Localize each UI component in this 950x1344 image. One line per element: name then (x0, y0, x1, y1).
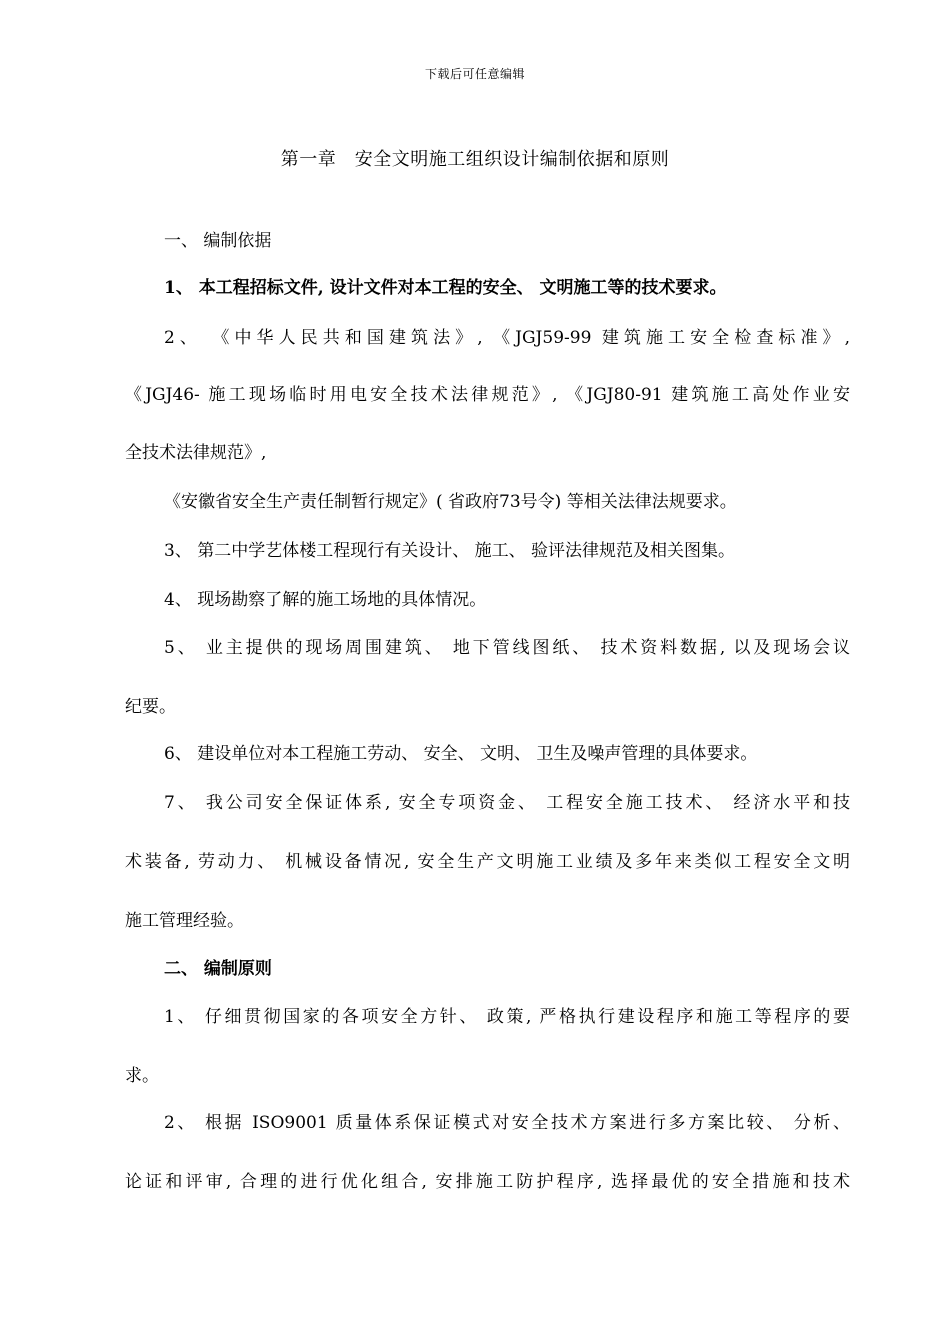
principle-item-1-line-2: 求。 (125, 1066, 159, 1086)
principle-item-1: 1、 仔细贯彻国家的各项安全方针、 政策, 严格执行建设程序和施工等程序的要 (164, 1007, 850, 1027)
basis-item-6: 6、 建设单位对本工程施工劳动、 安全、 文明、 卫生及噪声管理的具体要求。 (164, 744, 758, 764)
basis-item-2: 2、 《中华人民共和国建筑法》, 《JGJ59-99 建筑施工安全检查标准》, (164, 328, 850, 348)
basis-item-5: 5、 业主提供的现场周围建筑、 地下管线图纸、 技术资料数据, 以及现场会议 (164, 638, 850, 658)
basis-item-4: 4、 现场勘察了解的施工场地的具体情况。 (164, 590, 487, 610)
header-note: 下载后可任意编辑 (424, 67, 525, 81)
basis-item-3: 3、 第二中学艺体楼工程现行有关设计、 施工、 验评法律规范及相关图集。 (164, 541, 736, 561)
basis-item-7: 7、 我公司安全保证体系, 安全专项资金、 工程安全施工技术、 经济水平和技 (164, 793, 850, 813)
basis-item-2-line-2: 《JGJ46- 施工现场临时用电安全技术法律规范》, 《JGJ80-91 建筑施工高处作业安 (125, 385, 850, 405)
section-heading-principles: 二、 编制原则 (164, 959, 272, 979)
principle-item-2-line-2: 论证和评审, 合理的进行优化组合, 安排施工防护程序, 选择最优的安全措施和技术 (125, 1172, 850, 1192)
basis-item-7-line-2: 术装备, 劳动力、 机械设备情况, 安全生产文明施工业绩及多年来类似工程安全文明 (125, 852, 850, 872)
basis-item-1: 1、 本工程招标文件, 设计文件对本工程的安全、 文明施工等的技术要求。 (164, 278, 727, 298)
chapter-title: 第一章 安全文明施工组织设计编制依据和原则 (280, 149, 670, 170)
principle-item-2: 2、 根据 ISO9001 质量体系保证模式对安全技术方案进行多方案比较、 分析、 (164, 1113, 850, 1133)
basis-item-2-line-4: 《安徽省安全生产责任制暂行规定》( 省政府73号令) 等相关法律法规要求。 (164, 492, 737, 512)
basis-item-7-line-3: 施工管理经验。 (125, 911, 244, 931)
section-heading-basis: 一、 编制依据 (164, 231, 272, 251)
basis-item-5-line-2: 纪要。 (125, 697, 176, 717)
basis-item-2-line-3: 全技术法律规范》, (125, 443, 267, 463)
